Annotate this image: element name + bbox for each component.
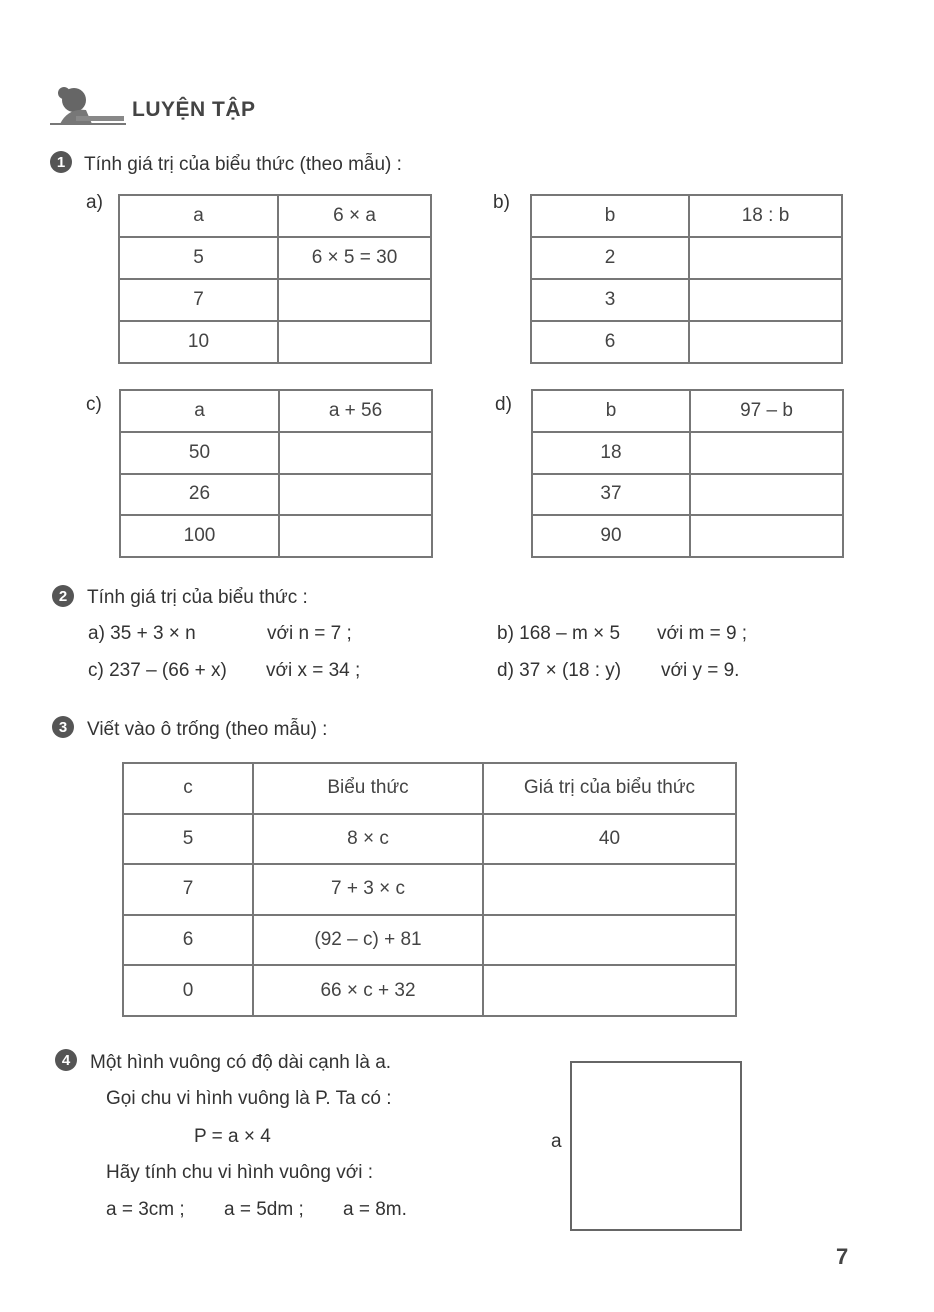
ex2-item-d-cond: với y = 9. [661,660,740,681]
page-title: LUYỆN TẬP [132,98,256,121]
table-d-label: d) [495,394,512,415]
table-cell: 7 + 3 × c [253,864,483,915]
ex4-line-1: Một hình vuông có độ dài cạnh là a. [90,1052,392,1073]
table-c-header-expr: a + 56 [279,390,432,432]
table-cell: 0 [123,965,253,1016]
table-b-header-expr: 18 : b [689,195,842,237]
table-b-cell: 3 [531,279,689,321]
ex2-item-d-expr: d) 37 × (18 : y) [497,660,622,681]
ex2-item-b-cond: với m = 9 ; [657,623,748,644]
table-d-cell: 37 [532,474,690,516]
table-b-cell [689,237,842,279]
table-b-cell: 6 [531,321,689,363]
table-c-cell: 100 [120,515,279,557]
table-c-cell [279,432,432,474]
table-cell [483,864,736,915]
ex4-value-2: a = 5dm ; [224,1199,304,1220]
table-a [118,194,432,364]
square-figure [570,1061,742,1231]
table-cell: 7 [123,864,253,915]
table-a-header-expr: 6 × a [278,195,431,237]
table-d-cell: 18 [532,432,690,474]
table-d-cell [690,432,843,474]
table-d-cell: 90 [532,515,690,557]
ex4-value-1: a = 3cm ; [106,1199,185,1220]
ex2-item-c-cond: với x = 34 ; [266,660,361,681]
reading-girl-icon [46,80,128,128]
table-a-cell: 5 [119,237,278,279]
table-header-expression: Biểu thức [253,763,483,814]
exercise-3-number: 3 [52,716,74,738]
exercise-4-number: 4 [55,1049,77,1071]
table-b-cell [689,279,842,321]
page-number: 7 [836,1244,849,1269]
table-a-cell: 10 [119,321,278,363]
table-a-label: a) [86,192,103,213]
table-a-cell: 7 [119,279,278,321]
table-header-value: Giá trị của biểu thức [483,763,736,814]
table-c-cell [279,474,432,516]
table-b-cell: 2 [531,237,689,279]
table-c-header-a: a [120,390,279,432]
ex4-line-3: Hãy tính chu vi hình vuông với : [106,1162,373,1183]
table-b-cell [689,321,842,363]
square-side-label: a [551,1131,562,1152]
table-c-label: c) [86,394,102,415]
ex4-line-2: Gọi chu vi hình vuông là P. Ta có : [106,1088,392,1109]
table-a-cell [278,279,431,321]
table-cell: 66 × c + 32 [253,965,483,1016]
ex2-item-b-expr: b) 168 – m × 5 [497,623,621,644]
table-b-header-b: b [531,195,689,237]
table-cell: 40 [483,814,736,865]
ex4-value-3: a = 8m. [343,1199,407,1220]
table-header-c: c [123,763,253,814]
table-c-cell: 50 [120,432,279,474]
table-b [530,194,843,364]
table-a-cell: 6 × 5 = 30 [278,237,431,279]
table-a-cell [278,321,431,363]
table-cell: 5 [123,814,253,865]
table-cell: 8 × c [253,814,483,865]
table-d [531,389,844,558]
ex2-item-a-cond: với n = 7 ; [267,623,352,644]
exercise-2-number: 2 [52,585,74,607]
ex4-formula: P = a × 4 [194,1126,271,1147]
table-b-label: b) [493,192,510,213]
table-d-cell [690,474,843,516]
ex2-item-a-expr: a) 35 + 3 × n [88,623,196,644]
table-c-cell [279,515,432,557]
table-c-cell: 26 [120,474,279,516]
table-d-header-expr: 97 – b [690,390,843,432]
table-cell: 6 [123,915,253,966]
exercise-3-instruction: Viết vào ô trống (theo mẫu) : [87,719,328,740]
table-c [119,389,433,558]
table-cell [483,965,736,1016]
exercise-1-number: 1 [50,151,72,173]
exercise-2-instruction: Tính giá trị của biểu thức : [87,587,308,608]
exercise-1-instruction: Tính giá trị của biểu thức (theo mẫu) : [84,154,402,175]
table-cell [483,915,736,966]
table-d-cell [690,515,843,557]
table-d-header-b: b [532,390,690,432]
table-expressions [122,762,737,1017]
table-cell: (92 – c) + 81 [253,915,483,966]
table-a-header-a: a [119,195,278,237]
ex2-item-c-expr: c) 237 – (66 + x) [88,660,227,681]
